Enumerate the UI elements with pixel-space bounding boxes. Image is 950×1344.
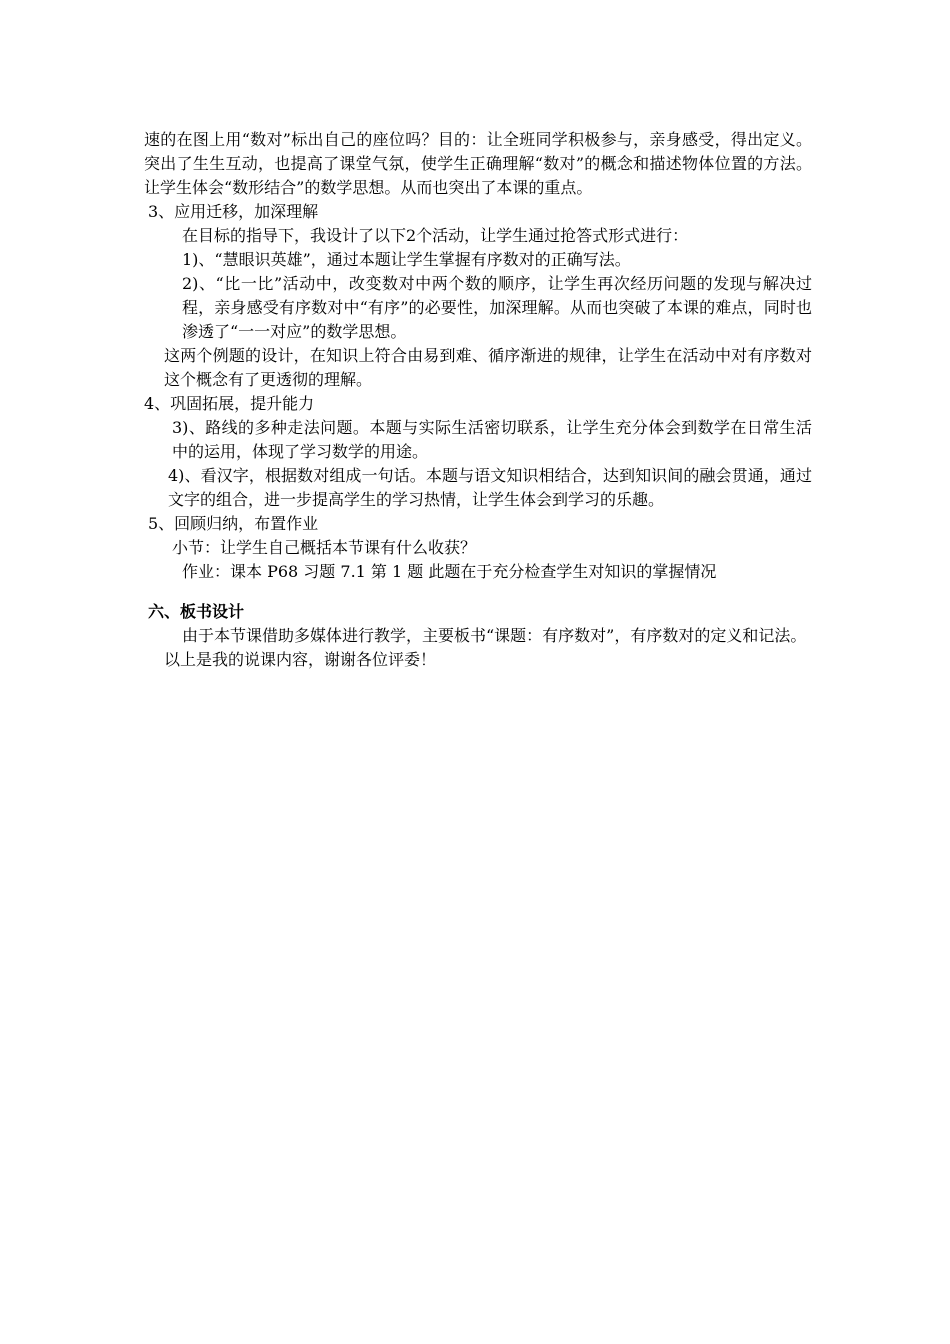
- section-6-heading: 六、板书设计: [148, 602, 245, 621]
- section-4-item-3: 3)、路线的多种走法问题。本题与实际生活密切联系，让学生充分体会到数学在日常生活中的运用，体现了学习数学的用途。: [172, 418, 812, 461]
- section-3-intro: 在目标的指导下，我设计了以下2个活动，让学生通过抢答式形式进行：: [182, 226, 689, 245]
- section-3-summary: 这两个例题的设计，在知识上符合由易到难、循序渐进的规律，让学生在活动中对有序数对这个概念有了更透彻的理解。: [164, 346, 812, 389]
- section-3-item-1: 1)、“慧眼识英雄”，通过本题让学生掌握有序数对的正确写法。: [182, 250, 631, 269]
- section-4-title: 4、巩固拓展，提升能力: [144, 394, 315, 413]
- section-6-body: 由于本节课借助多媒体进行教学，主要板书“课题：有序数对”，有序数对的定义和记法。: [182, 626, 807, 645]
- section-4-item-4: 4)、看汉字，根据数对组成一句话。本题与语文知识相结合，达到知识间的融会贯通，通过文字的组合，进一步提高学生的学习热情，让学生体会到学习的乐趣。: [168, 466, 812, 509]
- closing-remark: 以上是我的说课内容，谢谢各位评委！: [164, 650, 437, 669]
- section-5-homework: 作业：课本 P68 习题 7.1 第 1 题 此题在于充分检查学生对知识的掌握情况: [182, 562, 717, 581]
- section-3-title: 3、应用迁移，加深理解: [148, 202, 319, 221]
- paragraph-intro: 速的在图上用“数对”标出自己的座位吗？目的：让全班同学积极参与，亲身感受，得出定义。突出了生生互动，也提高了课堂气氛，使学生正确理解“数对”的概念和描述物体位置的方法。让学生体会“数形结合”的数学思想。从而也突出了本课的重点。: [144, 130, 812, 197]
- section-3-item-2: 2)、“比一比”活动中，改变数对中两个数的顺序，让学生再次经历问题的发现与解决过程，亲身感受有序数对中“有序”的必要性，加深理解。从而也突破了本课的难点，同时也渗透了“一一对应”的数学思想。: [182, 274, 812, 341]
- section-5-title: 5、回顾归纳，布置作业: [148, 514, 319, 533]
- document-body: [144, 128, 812, 672]
- section-5-summary: 小节：让学生自己概括本节课有什么收获？: [172, 538, 477, 557]
